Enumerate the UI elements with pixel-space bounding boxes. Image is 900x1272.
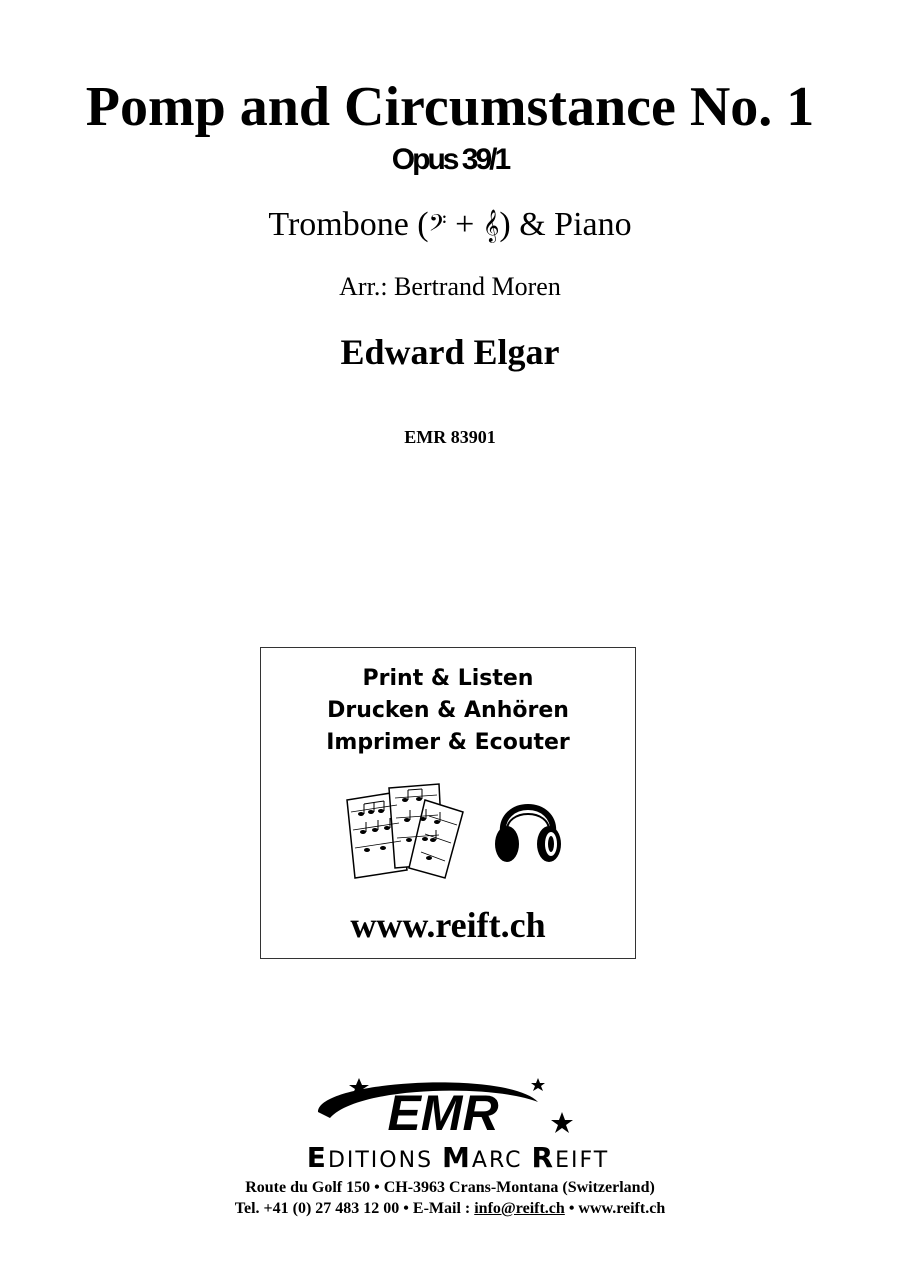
composer: Edward Elgar	[340, 332, 560, 372]
publisher-contact	[0, 1199, 900, 1219]
headphones-icon	[493, 788, 563, 868]
logo-emr-text: EMR	[387, 1085, 499, 1141]
publisher-name: EDITIONS MARC REIFT	[306, 1141, 610, 1172]
emr-logo	[238, 1072, 678, 1172]
publisher-web: • www.reift.ch	[564, 1200, 666, 1217]
promo-line-german: Drucken & Anhören	[327, 698, 569, 723]
catalog-number: EMR 83901	[404, 427, 496, 447]
instrument-prefix: Trombone (	[268, 206, 429, 243]
treble-clef-icon: 𝄞	[482, 209, 500, 242]
promo-line-english: Print & Listen	[362, 666, 534, 691]
promo-url: www.reift.ch	[350, 905, 546, 945]
score-title: Pomp and Circumstance No. 1	[85, 76, 815, 138]
opus-number: Opus 39/1	[391, 143, 509, 176]
sheet-music-icon	[339, 782, 469, 882]
bass-clef-icon: 𝄢	[428, 209, 447, 242]
promo-line-french: Imprimer & Ecouter	[326, 730, 570, 755]
instrument-suffix: ) & Piano	[499, 206, 632, 243]
clef-plus: +	[446, 206, 483, 243]
publisher-phone: Tel. +41 (0) 27 483 12 00 • E-Mail :	[234, 1200, 475, 1217]
print-listen-box	[260, 647, 636, 959]
instrumentation	[0, 203, 900, 248]
arranger: Arr.: Bertrand Moren	[339, 272, 561, 301]
publisher-address: Route du Golf 150 • CH-3963 Crans-Montana (Switzerland)	[245, 1179, 655, 1196]
email-link[interactable]: info@reift.ch	[474, 1200, 565, 1217]
